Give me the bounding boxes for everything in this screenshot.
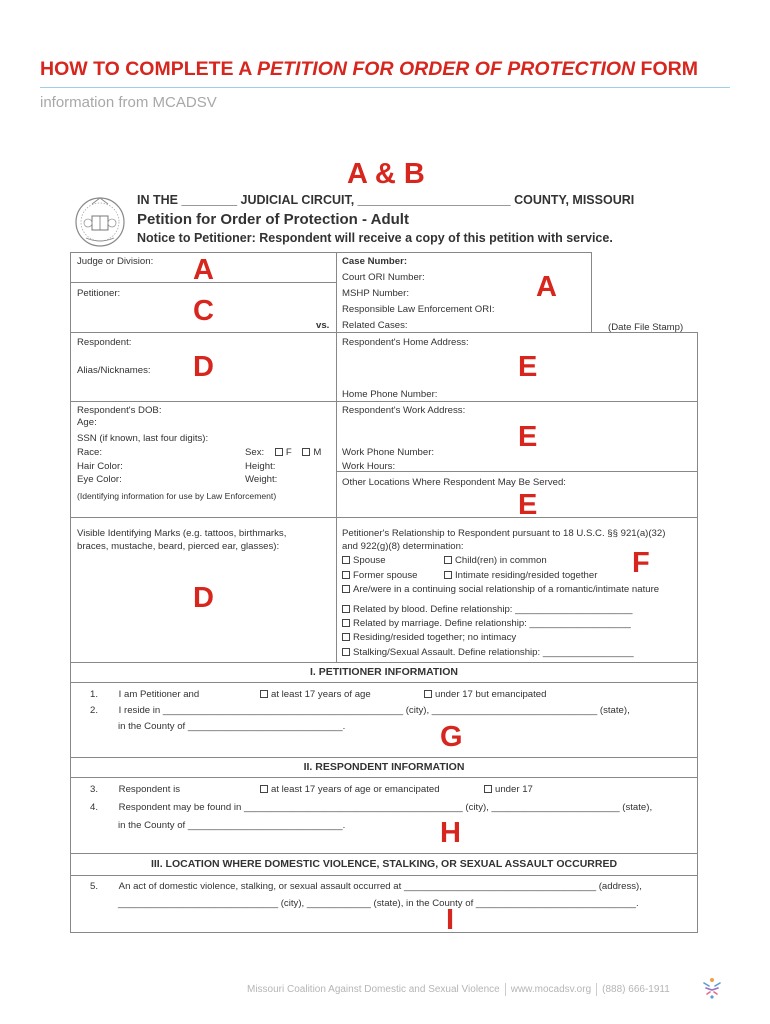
romantic-checkbox[interactable] [342,585,350,593]
spouse-checkbox[interactable] [342,556,350,564]
home-phone-label: Home Phone Number: [342,389,438,400]
former-spouse-checkbox[interactable] [342,571,350,579]
le-ori-label: Responsible Law Enforcement ORI: [342,304,495,315]
respondent-county: in the County of _____________________________. [118,820,346,831]
item1-row [84,689,199,701]
marker-e3: E [518,489,538,521]
petitioner-emancipated-label: under 17 but emancipated [435,689,547,700]
marker-a1: A [193,254,214,286]
intimate-checkbox[interactable] [444,571,452,579]
marker-ab: A & B [347,158,425,190]
marks-label-1: Visible Identifying Marks (e.g. tattoos, birthmarks, [77,528,287,539]
rule-sec2 [70,757,698,758]
sex-field [245,447,321,459]
item3-row [84,784,180,796]
missouri-seal-icon [74,192,126,250]
court-line: IN THE ________ JUDICIAL CIRCUIT, ______________________ COUNTY, MISSOURI [137,193,635,207]
rule-sec3-b [70,875,698,876]
respondent-under-17-option[interactable] [484,784,533,796]
rule-dob [70,401,698,402]
footer-separator [596,983,597,996]
petitioner-label: Petitioner: [77,288,121,299]
romantic-label: Are/were in a continuing social relationship of a romantic/intimate nature [353,584,660,595]
mshp-label: MSHP Number: [342,288,409,299]
children-label: Child(ren) in common [455,555,547,566]
notice: Notice to Petitioner: Respondent will receive a copy of this petition with service. [137,231,613,245]
sex-label: Sex: [245,447,265,458]
item5-row [84,881,642,893]
footer-website[interactable]: www.mocadsv.org [510,984,592,996]
item4-number: 4. [89,802,98,813]
sex-f-label: F [285,447,292,458]
alias-label: Alias/Nicknames: [77,365,151,376]
marker-e1: E [518,351,538,383]
form-title: Petition for Order of Protection - Adult [137,211,409,228]
children-checkbox[interactable] [444,556,452,564]
ssn-label: SSN (if known, last four digits): [77,433,209,444]
respondent-17-checkbox[interactable] [260,785,268,793]
marriage-option[interactable] [342,618,631,630]
stalking-label: Stalking/Sexual Assault. Define relationship: _________________ [353,647,634,658]
rule-sec2-b [70,777,698,778]
marks-label-2: braces, mustache, beard, pierced ear, glasses): [77,541,280,552]
petitioner-17-label: at least 17 years of age [271,689,371,700]
vs-label: vs. [316,320,330,331]
item4-text: Respondent may be found in _________________________________________ (city), ________________________ (state), [118,802,653,813]
marker-f: F [632,547,650,579]
romantic-option[interactable] [342,584,659,596]
marker-a2: A [536,271,557,303]
footer-phone: (888) 666-1911 [602,984,670,996]
date-stamp-label: (Date File Stamp) [608,322,684,333]
hair-label: Hair Color: [77,461,123,472]
sex-m-checkbox[interactable] [302,448,310,456]
related-cases-label: Related Cases: [342,320,408,331]
footer-separator [505,983,506,996]
work-address-label: Respondent's Work Address: [342,405,466,416]
work-phone-label: Work Phone Number: [342,447,435,458]
eye-label: Eye Color: [77,474,122,485]
title-part-end: FORM [635,58,698,80]
sex-f-checkbox[interactable] [275,448,283,456]
rule-sec1 [70,662,698,663]
weight-label: Weight: [245,474,278,485]
respondent-under-17-checkbox[interactable] [484,785,492,793]
intimate-option[interactable] [444,570,597,582]
footer-org: Missouri Coalition Against Domestic and Sexual Violence [247,984,500,996]
title-part: HOW TO COMPLETE A [40,58,258,80]
rule-sec3 [70,853,698,854]
respondent-17-option[interactable] [260,784,440,796]
marriage-checkbox[interactable] [342,619,350,627]
residing-option[interactable] [342,632,516,644]
respondent-under-17-label: under 17 [495,784,533,795]
age-label: Age: [77,417,97,428]
court-ori-label: Court ORI Number: [342,272,425,283]
height-label: Height: [245,461,276,472]
marker-e2: E [518,421,538,453]
mocadsv-logo-icon [700,974,724,1002]
item1-text: I am Petitioner and [118,689,200,700]
marker-c: C [193,295,214,327]
race-label: Race: [77,447,103,458]
marriage-label: Related by marriage. Define relationship: ___________________ [353,618,631,629]
item2-number: 2. [89,705,98,716]
residing-label: Residing/resided together; no intimacy [353,632,517,643]
petitioner-county: in the County of _____________________________. [118,721,346,732]
marker-h: H [440,817,461,849]
petitioner-emancipated-checkbox[interactable] [424,690,432,698]
petitioner-emancipated-option[interactable] [424,689,546,701]
spouse-option[interactable] [342,555,386,567]
blood-checkbox[interactable] [342,605,350,613]
blood-option[interactable] [342,604,633,616]
stalking-checkbox[interactable] [342,648,350,656]
children-option[interactable] [444,555,547,567]
page-title [40,58,698,81]
rule-marks [70,517,698,518]
marker-d2: D [193,582,214,614]
petitioner-17-checkbox[interactable] [260,690,268,698]
rule-sec1-b [70,682,698,683]
dob-label: Respondent's DOB: [77,405,162,416]
item3-text: Respondent is [118,784,181,795]
stalking-option[interactable] [342,647,634,659]
item2-row [84,705,630,717]
marker-g: G [440,721,463,753]
item5-number: 5. [89,881,98,892]
relationship-text-2: and 922(g)(8) determination: [342,541,464,552]
title-divider [40,87,730,88]
petitioner-17-option[interactable] [260,689,371,701]
item5-text: An act of domestic violence, stalking, or sexual assault occurred at ____________________________________ (address), [118,881,642,892]
item3-number: 3. [89,784,98,795]
main-box-divider [336,332,337,662]
top-box-divider [336,252,337,333]
work-hours-label: Work Hours: [342,461,396,472]
item2-text: I reside in _____________________________________________ (city), _______________________________ (state), [118,705,630,716]
section3-heading: III. LOCATION WHERE DOMESTIC VIOLENCE, STALKING, OR SEXUAL ASSAULT OCCURRED [150,858,618,870]
former-spouse-label: Former spouse [353,570,418,581]
title-italic-part: PETITION FOR ORDER OF PROTECTION [257,58,636,80]
spouse-label: Spouse [353,555,386,566]
item4-row [84,802,652,814]
blood-label: Related by blood. Define relationship: ______________________ [353,604,633,615]
item1-number: 1. [89,689,98,700]
other-locations-label: Other Locations Where Respondent May Be Served: [342,477,566,488]
sex-m-label: M [313,447,322,458]
subtitle: information from MCADSV [40,94,217,111]
section1-heading: I. PETITIONER INFORMATION [310,666,458,678]
respondent-label: Respondent: [77,337,132,348]
location-city-line: ______________________________ (city), ____________ (state), in the County of ______________________________. [118,898,639,909]
le-note: (Identifying information for use by Law Enforcement) [77,491,277,501]
intimate-label: Intimate residing/resided together [455,570,598,581]
case-number-label: Case Number: [342,256,408,267]
respondent-17-label: at least 17 years of age or emancipated [271,784,440,795]
footer [247,983,670,996]
relationship-text-1: Petitioner's Relationship to Respondent pursuant to 18 U.S.C. §§ 921(a)(32) [342,528,666,539]
marker-i: I [446,904,455,936]
section2-heading: II. RESPONDENT INFORMATION [303,761,465,773]
home-address-label: Respondent's Home Address: [342,337,469,348]
residing-checkbox[interactable] [342,633,350,641]
marker-d1: D [193,351,214,383]
former-spouse-option[interactable] [342,570,418,582]
judge-label: Judge or Division: [77,256,154,267]
